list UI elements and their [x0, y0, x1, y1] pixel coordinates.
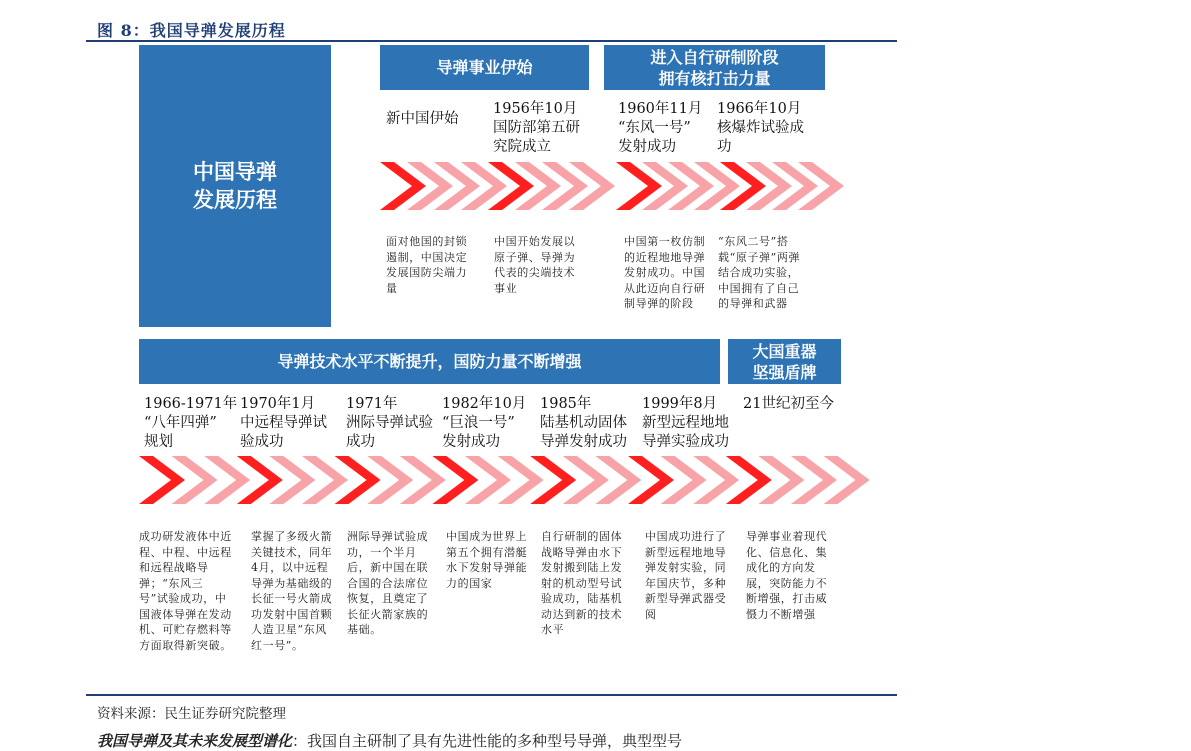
bottom-divider: [86, 694, 897, 696]
row1-event-label-4: 1966年10月 核爆炸试验成 功: [717, 101, 804, 155]
row2-chevron-1: [139, 456, 185, 504]
row1-event-label-3: 1960年11月 “东风一号” 发射成功: [618, 101, 703, 155]
row2-event-label-1: 1966-1971年 “八年四弹” 规划: [144, 396, 238, 450]
body-text-rest: ：我国自主研制了具有先进性能的多种型号导弹，典型型号: [292, 732, 683, 750]
body-text-bold: 我国导弹及其未来发展型谱化: [97, 732, 293, 750]
row2-event-label-3: 1971年 洲际导弹试验 成功: [346, 396, 433, 450]
side-title-text: 中国导弹 发展历程: [193, 160, 277, 212]
row2-event-desc-7: 导弹事业着现代化、信息化、集成化的方向发展，突防能力不断增强，打击威慑力不断增强: [746, 530, 828, 621]
row2-event-desc-1: 成功研发液体中近程、中程、中远程和远程战略导弹；“东风三号”试验成功，中国液体导弹在发动机、可贮存燃料等方面取得新突破。: [139, 530, 232, 652]
source-note: 资料来源：民生证券研究院整理: [97, 706, 286, 722]
row2-event-label-4: 1982年10月 “巨浪一号” 发射成功: [442, 396, 527, 450]
row1-event-label-1: 新中国伊始: [386, 111, 459, 127]
row1-event-desc-3: 中国第一枚仿制的近程地地导弹发射成功。中国从此迈向自行研制导弹的阶段: [624, 235, 706, 310]
figure-title: 图 8：我国导弹发展历程: [97, 21, 286, 40]
row2-event-desc-6: 中国成功进行了新型远程地地导弹发射实验，同年国庆节，多种新型导弹武器受阅: [645, 530, 727, 621]
row2-event-desc-3: 洲际导弹试验成功，一个半月后，新中国在联合国的合法席位恢复，且奠定了长征火箭家族的基础。: [347, 530, 429, 636]
row1-event-desc-1: 面对他国的封锁遏制，中国决定发展国防尖端力量: [386, 235, 468, 295]
phase-bar-3: 导弹技术水平不断提升，国防力量不断增强: [139, 339, 720, 384]
row2-event-label-5: 1985年 陆基机动固体 导弹发射成功: [540, 396, 627, 450]
row2-event-desc-4: 中国成为世界上第五个拥有潜艇水下发射导弹能力的国家: [446, 530, 528, 590]
phase-bar-1: 导弹事业伊始: [380, 45, 589, 90]
row1-event-label-2: 1956年10月 国防部第五研 究院成立: [493, 101, 580, 155]
row1-event-desc-2: 中国开始发展以原子弹、导弹为代表的尖端技术事业: [494, 235, 576, 295]
row2-event-label-2: 1970年1月 中远程导弹试 验成功: [240, 396, 327, 450]
row2-event-label-6: 1999年8月 新型远程地地 导弹实验成功: [642, 396, 729, 450]
row2-event-label-7: 21世纪初至今: [743, 396, 834, 412]
row2-event-desc-2: 掌握了多级火箭关键技术，同年4月，以中远程导弹为基础级的长征一号火箭成功发射中国首颗人造卫星“东风红一号”。: [251, 530, 333, 652]
row2-event-desc-5: 自行研制的固体战略导弹由水下发射搬到陆上发射的机动型号试验成功，陆基机动达到新的技术水平: [541, 530, 623, 636]
row1-event-desc-4: “东风二号”搭载“原子弹”两弹结合成功实验，中国拥有了自己的导弹和武器: [718, 235, 801, 310]
phase-bar-4: 大国重器 坚强盾牌: [728, 339, 841, 384]
phase-bar-2: 进入自行研制阶段 拥有核打击力量: [604, 45, 825, 90]
